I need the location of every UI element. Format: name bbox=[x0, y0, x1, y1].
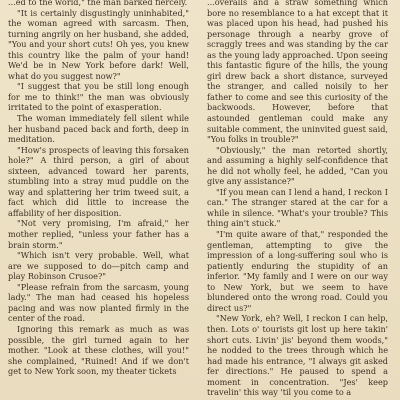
paragraph: Ignoring this remark as much as was possible, the girl turned again to her mother. "Look at these clothes, will you!" she complained, "Ruined! And if we don't get to New York soon, my theater tickets bbox=[8, 323, 189, 377]
paragraph: "Which isn't very probable. Well, what are we supposed to do—pitch camp and play Robinson Crusoe?" bbox=[8, 250, 189, 282]
paragraph: "I'm quite aware of that," responded the gentleman, attempting to give the impression of a long-suffering soul who is patiently enduring the stupidity of an inferior. "My family and I were on our way to New York, but we seem to have blundered onto the wrong road. Could you direct us?" bbox=[207, 229, 388, 313]
paragraph: The woman immediately fell silent while her husband paced back and forth, deep in meditation. bbox=[8, 113, 189, 145]
paragraph: "Obviously," the man retorted shortly, and assuming a highly self-confidence that he did not wholly feel, he added, "Can you give any assistance?" bbox=[207, 144, 388, 187]
paragraph: "New York, eh? Well, I reckon I can help, then. Lots o' tourists git lost up here takin' short cuts. Livin' jis' beyond them woods," he nodded to the trees through which he had made his entrance, "I always git asked fer directions." He paused to spend a moment in concentration. "Jes' keep travelin' this way 'til you come to a bbox=[207, 313, 388, 398]
paragraph: "It is certainly disgustingly uninhabited," the woman agreed with sarcasm. Then, turning angrily on her husband, she added, "You and your short cuts! Oh yes, you knew this country like the palm of your hand! We'd be in New York before dark! Well, what do you suggest now?" bbox=[8, 7, 189, 81]
paragraph: ...ed to the world," the man barked fiercely. bbox=[8, 0, 188, 7]
paragraph: "If you mean can I lend a hand, I reckon I can." The stranger stared at the car for a while in silence. "What's your trouble? This thing ain't stuck." bbox=[207, 186, 388, 229]
left-text-column bbox=[8, 0, 189, 377]
paragraph: ...overalls and a straw something which bore no resemblance to a hat except that it was placed upon his head, had pushed his personage through a nearby grove of scraggly trees and was standing by the car as the young lady approached. Upon seeing this fantastic figure of the hills, the young girl drew back a short distance, surveyed the stranger, and called noisily to her father to come and see this curiosity of the backwoods. However, before that astounded gentleman could make any suitable comment, the uninvited guest said, "You folks in trouble?" bbox=[207, 0, 388, 145]
paragraph: "Not very promising, I'm afraid," her mother replied, "unless your father has a brain storm." bbox=[8, 218, 189, 250]
paragraph: "How's prospects of leaving this forsaken hole?" A third person, a girl of about sixteen, advanced toward her parents, stumbling into a stray mud puddle on the way and splattering her trim tweed suit, a fact which did little to increase the affability of her disposition. bbox=[8, 144, 189, 218]
paragraph: "Please refrain from the sarcasm, young lady." The man had ceased his hopeless pacing and was now planted firmly in the center of the road. bbox=[8, 281, 189, 324]
paragraph: "I suggest that you be still long enough for me to think!" the man was obviously irritated to the point of exasperation. bbox=[8, 81, 189, 113]
right-text-column bbox=[207, 0, 388, 398]
